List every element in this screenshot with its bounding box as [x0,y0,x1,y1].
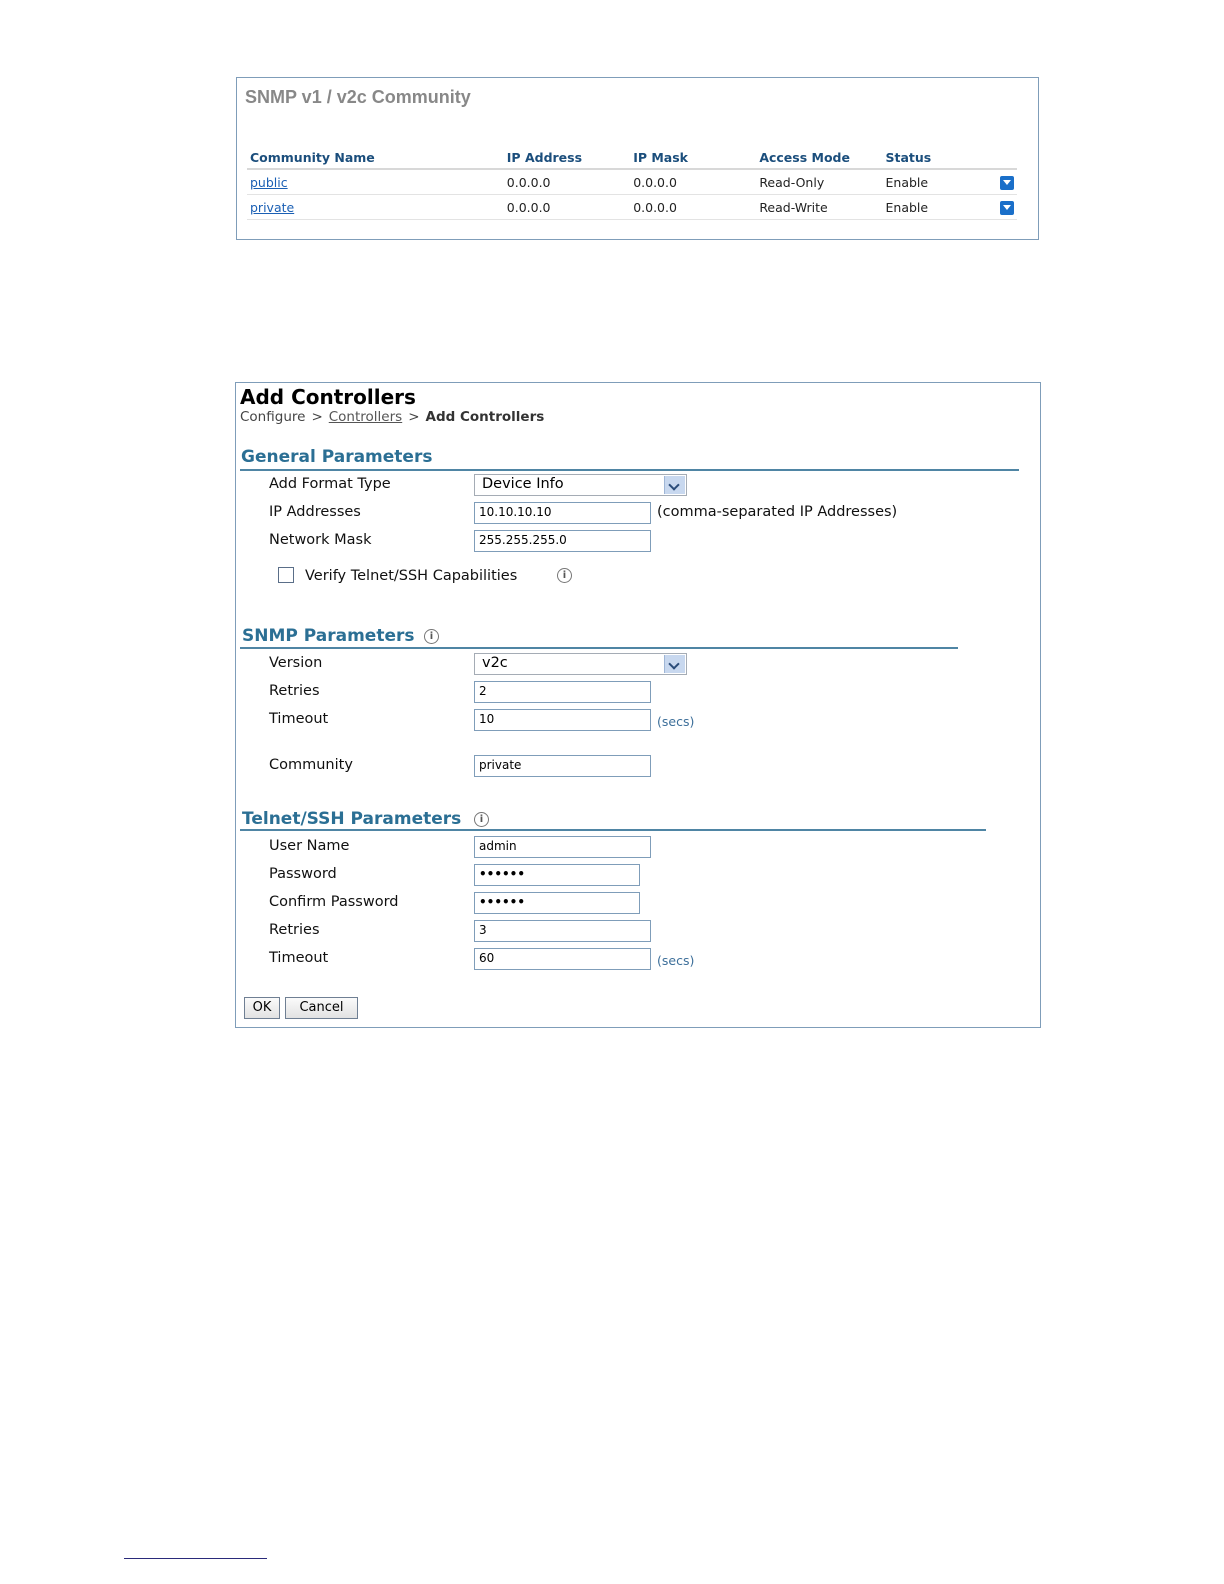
breadcrumb [240,409,544,425]
breadcrumb-current: Add Controllers [425,409,545,425]
add-format-type-value: Device Info [482,476,564,492]
cell-community-name [247,169,504,195]
telnet-retries-input[interactable]: 3 [474,920,651,942]
cell-status: Enable [883,195,997,220]
snmp-version-value: v2c [482,655,508,671]
ip-addresses-input[interactable]: 10.10.10.10 [474,502,651,524]
confirm-password-label: Confirm Password [269,894,399,910]
column-header-ip-address[interactable]: IP Address [504,148,630,169]
ok-button[interactable]: OK [244,997,280,1019]
add-format-type-select[interactable] [474,474,687,496]
table-row [247,169,1017,195]
community-link-private[interactable]: private [250,199,295,215]
telnet-retries-label: Retries [269,922,320,938]
snmp-community-panel [236,77,1039,240]
add-format-type-label: Add Format Type [269,476,391,492]
telnet-timeout-unit: (secs) [657,953,695,968]
snmp-version-label: Version [269,655,323,671]
snmp-community-label: Community [269,757,353,773]
cell-actions [997,195,1017,220]
snmp-retries-label: Retries [269,683,320,699]
section-title-snmp: SNMP Parameters [242,626,415,646]
section-title-general: General Parameters [241,447,433,467]
password-input[interactable]: •••••• [474,864,640,886]
panel-title: SNMP v1 / v2c Community [245,87,471,107]
network-mask-input[interactable]: 255.255.255.0 [474,530,651,552]
column-header-actions [997,148,1017,169]
snmp-timeout-label: Timeout [269,711,329,727]
add-controllers-panel [235,382,1041,1028]
telnet-timeout-input[interactable]: 60 [474,948,651,970]
snmp-timeout-unit: (secs) [657,714,695,729]
telnet-timeout-label: Timeout [269,950,329,966]
column-header-access-mode[interactable]: Access Mode [756,148,882,169]
cell-actions [997,169,1017,195]
cell-ip-mask: 0.0.0.0 [630,195,756,220]
breadcrumb-configure: Configure [240,409,306,425]
snmp-version-select[interactable] [474,653,687,675]
cell-ip-address: 0.0.0.0 [504,169,630,195]
section-title-telnet: Telnet/SSH Parameters [242,809,462,829]
row-menu-dropdown-icon[interactable] [1000,201,1014,215]
page-title: Add Controllers [240,385,416,409]
ip-addresses-hint: (comma-separated IP Addresses) [657,504,898,520]
cell-access-mode: Read-Only [756,169,882,195]
network-mask-label: Network Mask [269,532,372,548]
cell-community-name [247,195,504,220]
cell-ip-mask: 0.0.0.0 [630,169,756,195]
snmp-community-input[interactable]: private [474,755,651,777]
password-label: Password [269,866,337,882]
breadcrumb-separator: > [311,409,323,425]
section-divider [240,647,958,649]
cell-status: Enable [883,169,997,195]
row-menu-dropdown-icon[interactable] [1000,176,1014,190]
cancel-button[interactable]: Cancel [285,997,358,1019]
footnote-divider [124,1558,267,1559]
verify-capabilities-checkbox[interactable] [278,567,294,583]
ip-addresses-label: IP Addresses [269,504,361,520]
section-divider [240,469,1019,471]
column-header-ip-mask[interactable]: IP Mask [630,148,756,169]
breadcrumb-separator: > [408,409,420,425]
table-header-row [247,148,1017,169]
column-header-community-name[interactable]: Community Name [247,148,504,169]
chevron-down-icon[interactable] [664,655,685,673]
help-icon[interactable]: i [474,812,489,827]
chevron-down-icon[interactable] [664,476,685,494]
snmp-timeout-input[interactable]: 10 [474,709,651,731]
confirm-password-input[interactable]: •••••• [474,892,640,914]
table-row [247,195,1017,220]
community-table [247,148,1017,220]
community-link-public[interactable]: public [250,174,288,190]
section-divider [240,829,986,831]
help-icon[interactable]: i [424,629,439,644]
user-name-input[interactable]: admin [474,836,651,858]
snmp-retries-input[interactable]: 2 [474,681,651,703]
breadcrumb-controllers-link[interactable]: Controllers [328,409,403,425]
column-header-status[interactable]: Status [883,148,997,169]
cell-ip-address: 0.0.0.0 [504,195,630,220]
cell-access-mode: Read-Write [756,195,882,220]
verify-capabilities-label: Verify Telnet/SSH Capabilities [305,568,518,584]
help-icon[interactable]: i [557,568,572,583]
user-name-label: User Name [269,838,350,854]
